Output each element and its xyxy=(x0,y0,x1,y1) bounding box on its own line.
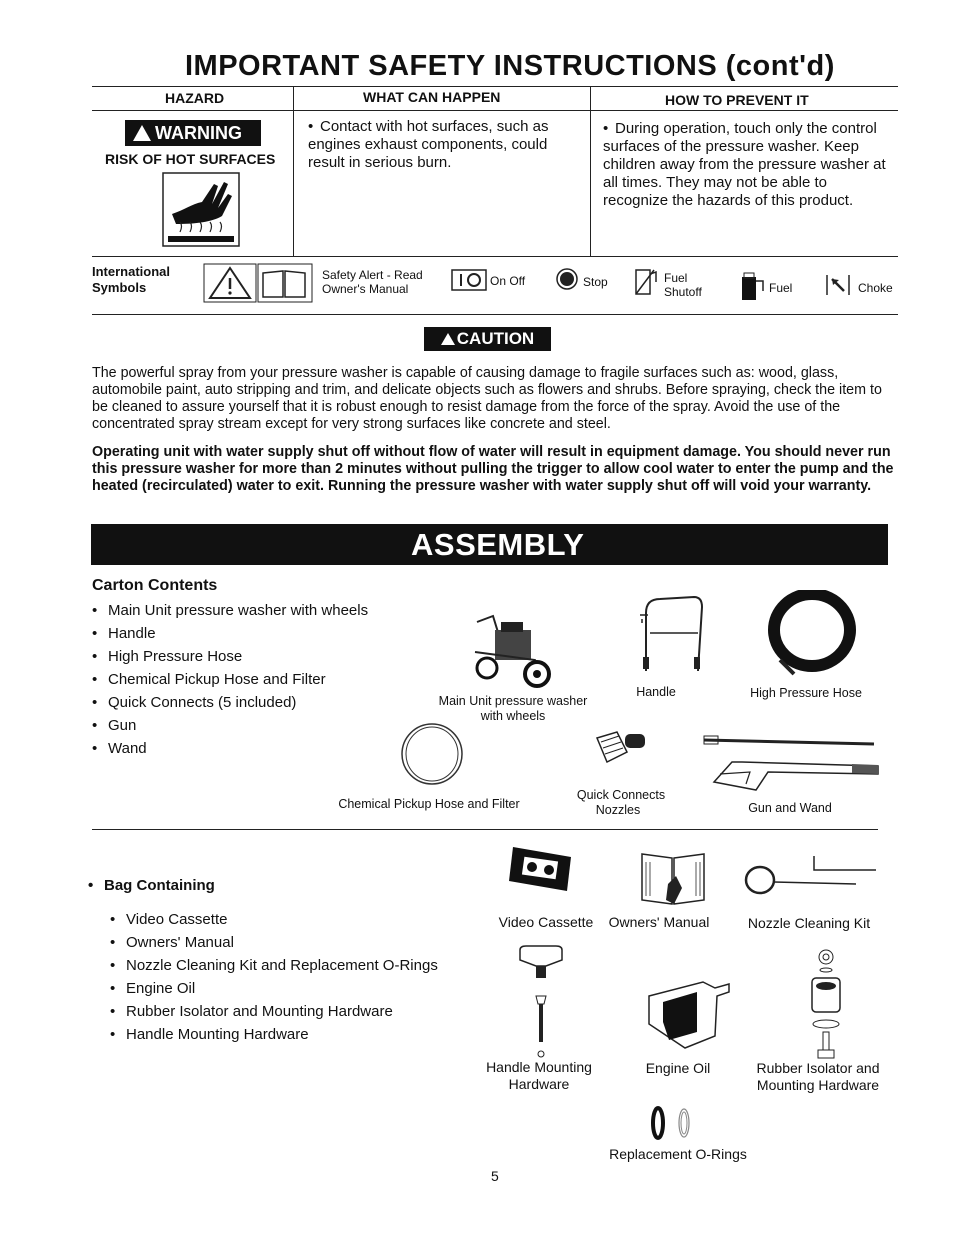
carton-contents-list xyxy=(92,599,368,760)
caution-paragraph-2: Operating unit with water supply shut off without flow of water will result in equipment damage. You should never run this pressure washer for more than 2 minutes without pulling the trigger to allow cool water to enter the pump and the heated (recirculated) water to exit. Running the pressure washer with water supply shut off will void your warranty. xyxy=(92,444,894,494)
rubber-isolator-caption xyxy=(748,1060,888,1094)
how-to-prevent-cell: • During operation, touch only the control surfaces of the pressure washer. Keep children away from the pressure washer at all times. They may not be able to recognize the hazards of this product. xyxy=(603,120,886,209)
fuel-shutoff-caption xyxy=(664,271,702,299)
list-item: • Gun xyxy=(92,714,368,737)
choke-icon xyxy=(824,273,852,297)
on-off-caption: On Off xyxy=(490,274,526,288)
main-unit-caption-line2: with wheels xyxy=(480,709,546,723)
table-col-divider-2 xyxy=(590,86,591,256)
list-item: • Quick Connects (5 included) xyxy=(92,691,368,714)
handle-caption: Handle xyxy=(636,685,676,699)
nozzle-cleaning-kit-caption: Nozzle Cleaning Kit xyxy=(747,915,871,931)
fuel-shutoff-icon xyxy=(634,268,660,298)
video-cassette-caption: Video Cassette xyxy=(498,914,594,930)
bag-containing-label: Bag Containing xyxy=(104,877,215,894)
what-can-happen-text: Contact with hot surfaces, such as engines exhaust components, could result in serious burn. xyxy=(308,118,549,171)
quick-connects-caption-line1: Quick Connects xyxy=(576,788,666,802)
chemical-hose-caption: Chemical Pickup Hose and Filter xyxy=(338,797,520,811)
caution-badge xyxy=(424,327,551,351)
rubber-isolator-illustration xyxy=(806,948,846,1060)
safety-alert-line1: Safety Alert - Read xyxy=(322,268,423,282)
list-item: • Owners' Manual xyxy=(110,931,438,954)
list-item: • Chemical Pickup Hose and Filter xyxy=(92,668,368,691)
bag-containing-heading: • Bag Containing xyxy=(88,877,215,894)
on-off-icon xyxy=(451,269,487,291)
assembly-heading: ASSEMBLY xyxy=(411,527,585,562)
quick-connects-caption xyxy=(572,788,670,818)
main-unit-caption-line1: Main Unit pressure washer xyxy=(438,694,588,708)
list-item: • Handle Mounting Hardware xyxy=(110,1023,438,1046)
handle-mounting-hardware-illustration xyxy=(516,944,566,1060)
warning-label: WARNING xyxy=(155,122,242,143)
col-header-how-to-prevent: HOW TO PREVENT IT xyxy=(665,92,809,108)
engine-oil-caption: Engine Oil xyxy=(645,1060,711,1076)
symbols-label xyxy=(92,264,170,296)
list-item: • Video Cassette xyxy=(110,908,438,931)
stop-icon xyxy=(556,268,578,290)
fuel-shutoff-line1: Fuel xyxy=(664,271,688,285)
fuel-icon xyxy=(739,271,767,301)
handle-illustration xyxy=(636,593,706,673)
table-header-rule xyxy=(92,110,898,111)
owners-manual-caption: Owners' Manual xyxy=(608,914,710,930)
choke-caption: Choke xyxy=(858,281,893,295)
what-can-happen-cell: • Contact with hot surfaces, such as engines exhaust components, could result in serious burn. xyxy=(308,118,549,171)
handle-mounting-caption-line1: Handle Mounting xyxy=(486,1059,592,1075)
owners-manual-illustration xyxy=(638,848,708,906)
high-pressure-hose-illustration xyxy=(760,590,860,680)
list-item: • Handle xyxy=(92,622,368,645)
gun-and-wand-illustration xyxy=(702,728,884,794)
high-pressure-hose-caption: High Pressure Hose xyxy=(750,686,862,700)
list-item: • Rubber Isolator and Mounting Hardware xyxy=(110,1000,438,1023)
safety-alert-caption xyxy=(322,268,423,296)
engine-oil-illustration xyxy=(645,974,731,1050)
chemical-hose-illustration xyxy=(392,718,472,788)
warning-badge xyxy=(125,120,261,146)
symbols-label-line2: Symbols xyxy=(92,280,147,295)
hazard-name: RISK OF HOT SURFACES xyxy=(105,151,276,167)
rubber-isolator-caption-line1: Rubber Isolator and xyxy=(756,1060,880,1076)
handle-mounting-hardware-caption xyxy=(480,1059,598,1093)
section-divider xyxy=(92,829,878,830)
quick-connect-nozzle-illustration xyxy=(593,728,653,774)
col-header-what-can-happen: WHAT CAN HAPPEN xyxy=(363,89,501,105)
list-item: • Wand xyxy=(92,737,368,760)
caution-triangle-icon xyxy=(441,333,455,345)
carton-contents-heading: Carton Contents xyxy=(92,577,218,594)
rubber-isolator-caption-line2: Mounting Hardware xyxy=(756,1077,880,1093)
caution-label: CAUTION xyxy=(456,329,535,348)
caution-paragraph-1: The powerful spray from your pressure washer is capable of causing damage to fragile surfaces such as: wood, glass, automobile paint, auto stripping and trim, and delicate objects such as flowers and shrubs. Before spraying, check the item to be cleaned to assure yourself that it is robust enough to resist damage from the force of the spray. Avoid the use of the concentrated spray stream except for very strong surfaces like concrete and steel. xyxy=(92,365,882,432)
main-unit-illustration xyxy=(465,612,555,690)
list-item: • High Pressure Hose xyxy=(92,645,368,668)
list-item: • Nozzle Cleaning Kit and Replacement O-Rings xyxy=(110,954,438,977)
list-item: • Main Unit pressure washer with wheels xyxy=(92,599,368,622)
fuel-shutoff-line2: Shutoff xyxy=(664,285,702,299)
nozzle-cleaning-kit-illustration xyxy=(744,848,878,898)
alert-triangle-icon xyxy=(133,125,151,141)
stop-caption: Stop xyxy=(583,275,608,289)
gun-and-wand-caption: Gun and Wand xyxy=(748,801,832,815)
fuel-caption: Fuel xyxy=(769,281,793,295)
symbols-bottom-rule xyxy=(92,314,898,315)
bag-contents-list xyxy=(110,908,438,1046)
hot-surface-hand-icon xyxy=(162,172,240,247)
table-top-rule xyxy=(92,86,898,87)
safety-alert-line2: Owner's Manual xyxy=(322,282,409,296)
col-header-hazard: HAZARD xyxy=(165,90,225,106)
how-to-prevent-text: During operation, touch only the control surfaces of the pressure washer. Keep children away from the pressure washer at all times. They may not be able to recognize the hazards of this product. xyxy=(603,120,886,209)
quick-connects-caption-line2: Nozzles xyxy=(595,803,641,817)
safety-alert-manual-icon xyxy=(203,263,313,303)
list-item: • Engine Oil xyxy=(110,977,438,1000)
table-bottom-rule xyxy=(92,256,898,257)
page-number: 5 xyxy=(491,1168,499,1184)
video-cassette-illustration xyxy=(505,843,577,895)
replacement-o-rings-illustration xyxy=(648,1103,696,1143)
replacement-o-rings-caption: Replacement O-Rings xyxy=(609,1146,747,1162)
table-col-divider-1 xyxy=(293,86,294,256)
symbols-label-line1: International xyxy=(92,264,171,279)
page-title: IMPORTANT SAFETY INSTRUCTIONS (cont'd) xyxy=(185,50,835,82)
handle-mounting-caption-line2: Hardware xyxy=(508,1076,570,1092)
